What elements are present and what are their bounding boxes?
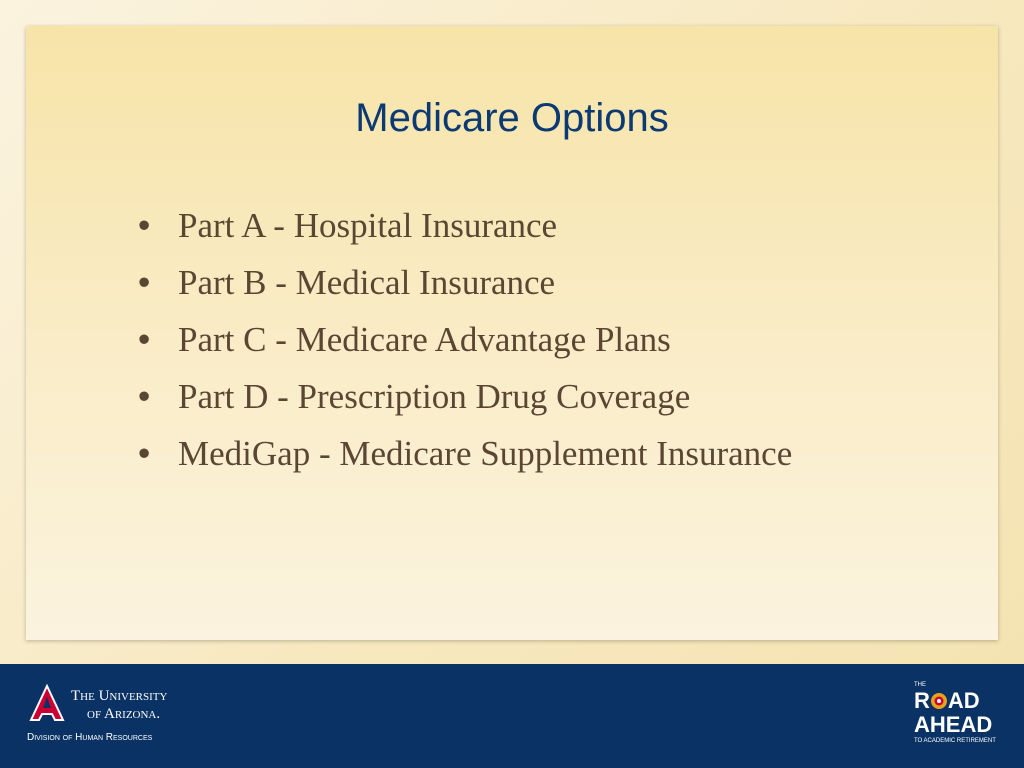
logo-ahead: AHEAD (914, 712, 993, 737)
footer-bar (0, 664, 1024, 768)
slide-title: Medicare Options (355, 96, 669, 140)
road-ahead-logo (900, 682, 1004, 754)
logo-the: THE (914, 682, 926, 688)
logo-road: R AD (914, 688, 980, 713)
bullet-item: • Part B - Medical Insurance (138, 261, 858, 305)
logo-line-arizona: of Arizona. (87, 706, 161, 722)
bullet-item: • Part A - Hospital Insurance (138, 204, 858, 248)
slide-panel (26, 26, 998, 640)
bullet-item: • Part C - Medicare Advantage Plans (138, 318, 858, 362)
bullet-item: • Part D - Prescription Drug Coverage (138, 375, 858, 419)
logo-line-university: The University (71, 688, 168, 704)
logo-line-division: Division of Human Resources (27, 732, 153, 743)
bullet-item: • MediGap - Medicare Supplement Insurance (138, 432, 858, 476)
ua-block-a-icon (27, 684, 67, 724)
gear-icon (930, 692, 948, 710)
bullet-list (138, 204, 858, 489)
logo-subtitle: TO ACADEMIC RETIREMENT (914, 738, 996, 744)
